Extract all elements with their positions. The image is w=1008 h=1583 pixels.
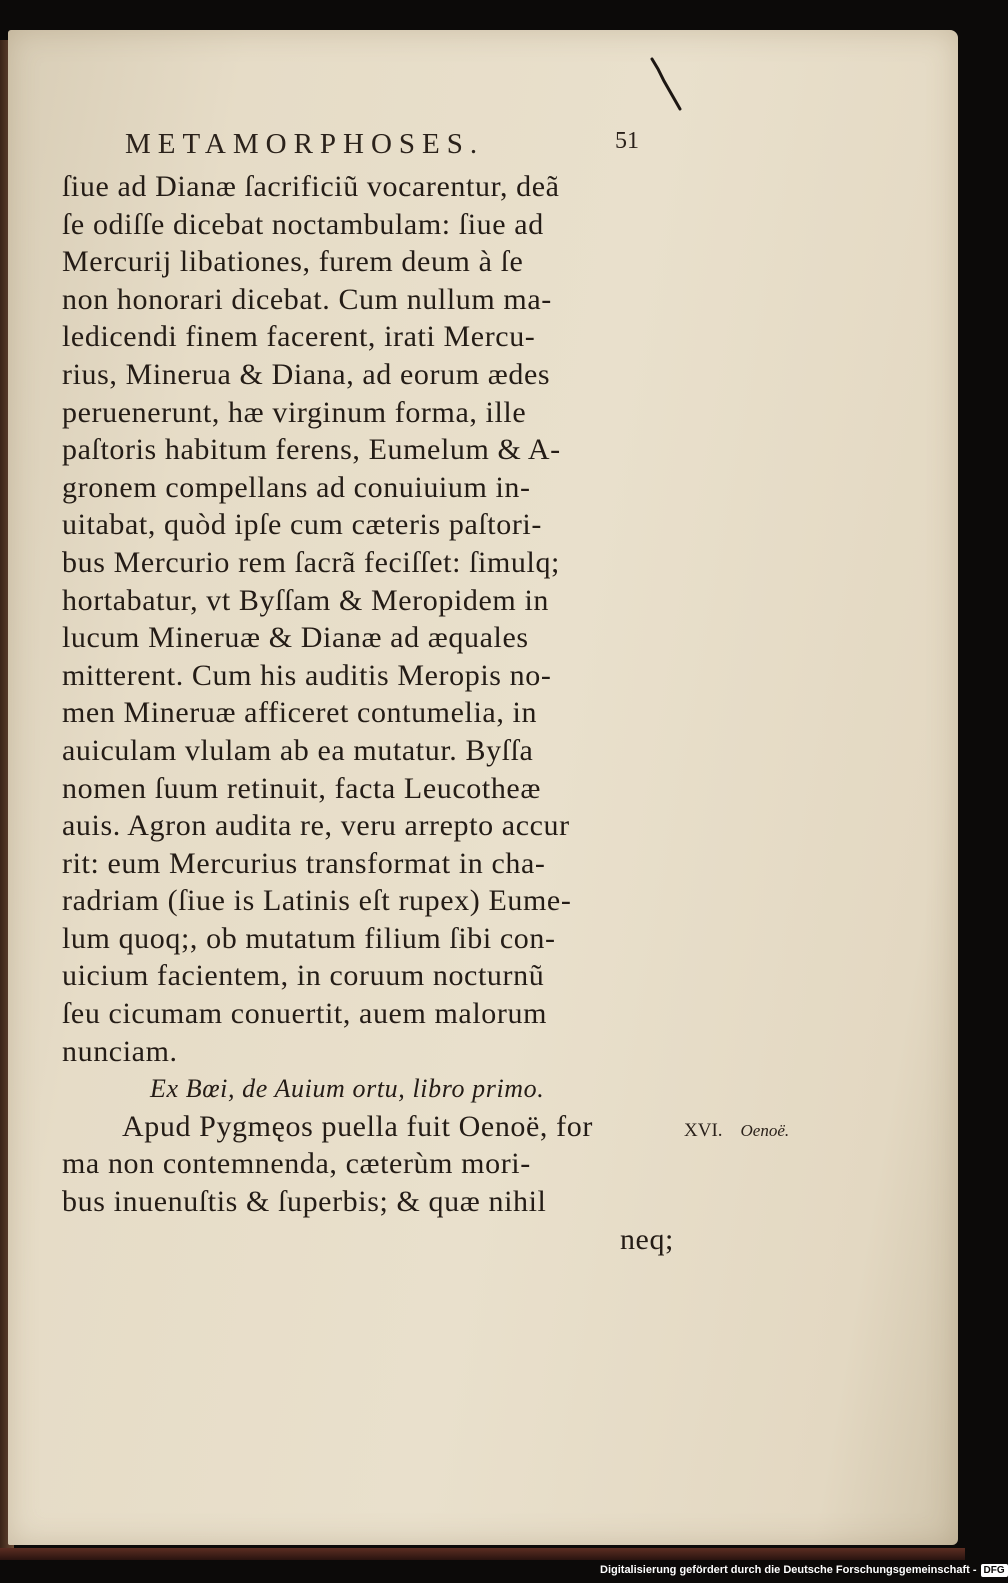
catchword: neq; [619,1222,674,1256]
text-line: lucum Mineruæ & Dianæ ad æquales [62,621,529,655]
text-line: ſiue ad Dianæ ſacrificiũ vocarentur, deã [62,170,560,203]
text-line: nomen ſuum retinuit, facta Leucotheæ [62,771,541,805]
text-line: rius, Minerua & Diana, ad eorum ædes [62,357,551,391]
page-number: 51 [615,128,639,154]
text-line: hortabatur, vt Byſſam & Meropidem in [62,583,549,617]
running-title: METAMORPHOSES. [125,128,485,160]
source-title: Ex Bœi, de Auium ortu, libro primo. [150,1074,545,1104]
text-line: radriam (ſiue is Latinis eſt rupex) Eume- [62,884,572,918]
text-line: auis. Agron audita re, veru arrepto accur [62,809,570,843]
page-header [125,128,645,168]
text-line: mitterent. Cum his auditis Meropis no- [62,658,552,692]
text-line: bus Mercurio rem ſacrã feciſſet: ſimulq; [62,545,560,579]
dfg-logo: DFG [981,1564,1008,1577]
footer-text: Digitalisierung gefördert durch die Deutsche Forschungsgemeinschaft - [600,1564,977,1576]
text-line: ledicendi finem facerent, irati Mercu- [62,320,536,354]
margin-note-name: Oenoë. [740,1121,790,1140]
text-line: uicium facientem, in coruum nocturnũ [62,959,545,993]
main-text [62,168,682,1258]
margin-note [684,1120,844,1142]
text-line: paſtoris habitum ferens, Eumelum & A- [62,433,561,467]
text-line: bus inuenuſtis & ſuperbis; & quæ nihil [62,1185,547,1219]
text-line: auiculam vlulam ab ea mutatur. Byſſa [62,733,534,767]
footer [600,1564,1008,1577]
text-line: uitabat, quòd ipſe cum cæteris paſtori- [62,508,542,542]
text-line: rit: eum Mercurius transformat in cha- [62,846,546,880]
page-bottom-edge [0,1548,965,1560]
text-line: ſe odiſſe dicebat noctambulam: ſiue ad [62,207,544,241]
text-line: Mercurij libationes, furem deum à ſe [62,245,524,279]
text-line: ſeu cicumam conuertit, auem malorum [62,997,548,1031]
text-line: Apud Pygmęos puella fuit Oenoë, for [122,1109,593,1143]
text-line: peruenerunt, hæ virginum forma, ille [62,395,527,429]
text-line: non honorari dicebat. Cum nullum ma- [62,282,552,316]
text-line: gronem compellans ad conuiuium in- [62,470,531,504]
text-line: men Mineruæ afficeret contumelia, in [62,696,538,730]
text-line: lum quoq;, ob mutatum filium ſibi con- [62,921,556,955]
text-line: nunciam. [62,1034,178,1068]
margin-note-number: XVI. [684,1120,723,1141]
handwritten-stroke-mark [648,55,688,115]
text-line: ma non contemnenda, cæterùm mori- [62,1147,531,1181]
